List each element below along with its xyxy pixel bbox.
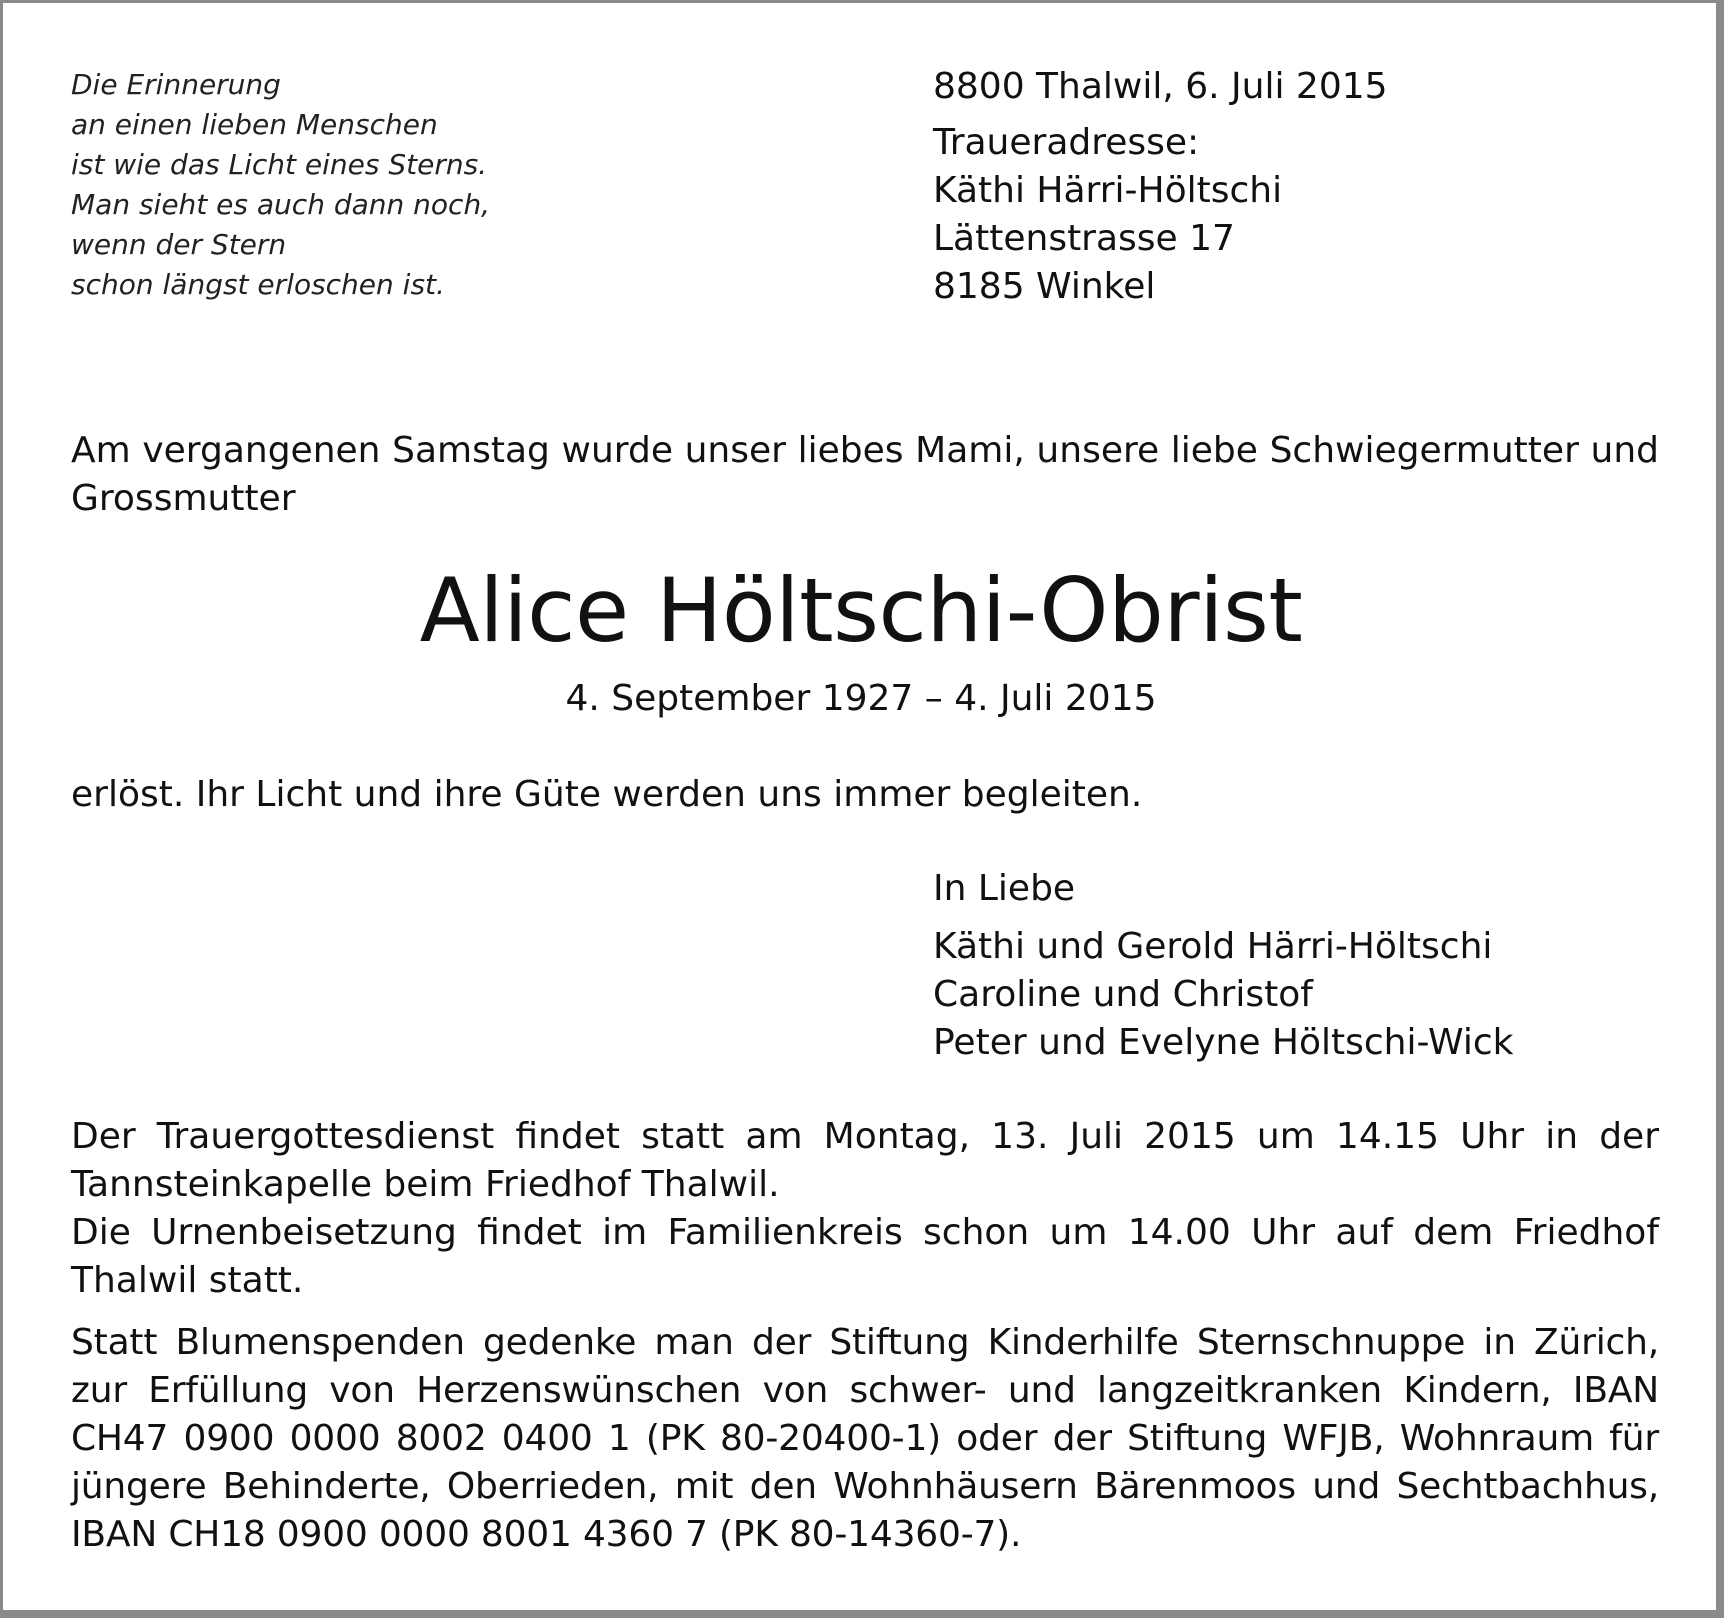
signoff-block	[933, 865, 1513, 1067]
poem-line: ist wie das Licht eines Sterns.	[71, 148, 488, 181]
mourning-address-block	[933, 63, 1388, 311]
address-label: Traueradresse:	[933, 122, 1200, 163]
poem-line: Man sieht es auch dann noch,	[71, 188, 491, 221]
intro-paragraph: Am vergangenen Samstag wurde unser liebes Mami, unsere liebe Schwiegermutter und Grossmutter	[71, 430, 1659, 519]
address-name: Käthi Härri-Höltschi	[933, 170, 1283, 211]
address-street: Lättenstrasse 17	[933, 218, 1235, 259]
urn-burial-paragraph: Die Urnenbeisetzung findet im Familienkreis schon um 14.00 Uhr auf dem Friedhof Thalwil statt.	[71, 1212, 1659, 1301]
funeral-service-paragraph: Der Trauergottesdienst findet statt am Montag, 13. Juli 2015 um 14.15 Uhr in der Tannsteinkapelle beim Friedhof Thalwil.	[71, 1116, 1659, 1205]
poem-line: Die Erinnerung	[71, 68, 281, 101]
deceased-name: Alice Höltschi-Obrist	[419, 559, 1303, 662]
donation-paragraph: Statt Blumenspenden gedenke man der Stiftung Kinderhilfe Sternschnuppe in Zürich, zur Erfüllung von Herzenswünschen von schwer- und langzeitkranken Kindern, IBAN CH47 0900 0000 8002 0400 1 (PK 80-20400-1) oder der Stiftung WFJB, Wohnraum für jüngere Behinderte, Oberrieden, mit den Wohnhäusern Bärenmoos und Sechtbachhus, IBAN CH18 0900 0000 8001 4360 7 (PK 80-14360-7).	[71, 1322, 1659, 1555]
address-city: 8185 Winkel	[933, 266, 1156, 307]
memorial-poem	[71, 65, 490, 305]
life-dates: 4. September 1927 – 4. Juli 2015	[565, 678, 1157, 719]
greeting: In Liebe	[933, 868, 1076, 909]
tribute-paragraph: erlöst. Ihr Licht und ihre Güte werden uns immer begleiten.	[71, 774, 1143, 815]
poem-line: wenn der Stern	[71, 228, 287, 261]
place-date: 8800 Thalwil, 6. Juli 2015	[933, 66, 1388, 107]
family-member: Caroline und Christof	[933, 974, 1313, 1015]
poem-line: schon längst erloschen ist.	[71, 268, 445, 301]
family-member: Käthi und Gerold Härri-Höltschi	[933, 926, 1493, 967]
poem-line: an einen lieben Menschen	[71, 108, 438, 141]
family-member: Peter und Evelyne Höltschi-Wick	[933, 1022, 1514, 1063]
